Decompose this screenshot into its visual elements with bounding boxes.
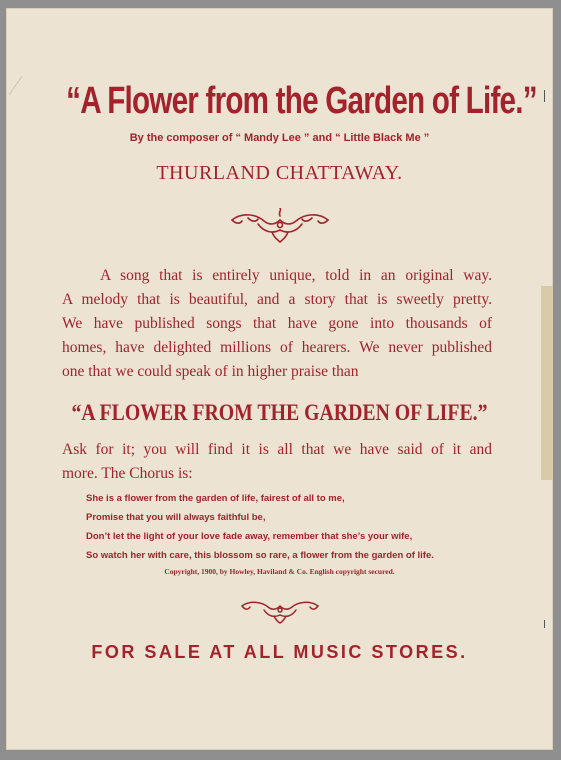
chorus-line: Don’t let the light of your love fade away, remember that she’s your wife, [86,531,413,542]
paper-mark [544,620,545,628]
song-headline: “A FLOWER FROM THE GARDEN OF LIFE.” [71,400,488,425]
chorus-line: Promise that you will always faithful be, [86,512,266,523]
ask-line: Ask for it; you will find it is all that we have said of it and [62,441,492,458]
intro-line: A melody that is beautiful, and a story that is sweetly pretty. [62,291,492,308]
scroll-ornament-icon [228,208,332,244]
intro-line: one that we could speak of in higher praise than [62,363,359,380]
paper-fold-mark [9,76,32,101]
intro-line: We have published songs that have gone into thousands of [62,315,492,332]
ask-paragraph [62,438,492,486]
intro-line: A song that is entirely unique, told in an original way. [100,267,492,284]
chorus-line: So watch her with care, this blossom so rare, a flower from the garden of life. [86,550,434,561]
scroll-ornament-icon [238,598,322,624]
composer-name: THURLAND CHATTAWAY. [156,162,403,184]
intro-paragraph [62,264,492,384]
byline: By the composer of “ Mandy Lee ” and “ Little Black Me ” [129,132,430,144]
sheet-music-flyer [6,8,553,750]
paper-mark [544,90,545,102]
chorus-lyrics [86,489,486,565]
copyright-notice: Copyright, 1900, by Howley, Haviland & Co. English copyright secured. [164,567,395,576]
intro-line: homes, have delighted millions of hearers. We never published [62,339,492,356]
paper-edge [541,286,553,480]
sale-notice: FOR SALE AT ALL MUSIC STORES. [91,642,468,662]
chorus-line: She is a flower from the garden of life, fairest of all to me, [86,493,345,504]
flyer-title: “A Flower from the Garden of Life.” [66,80,537,122]
ask-line: more. The Chorus is: [62,465,193,482]
